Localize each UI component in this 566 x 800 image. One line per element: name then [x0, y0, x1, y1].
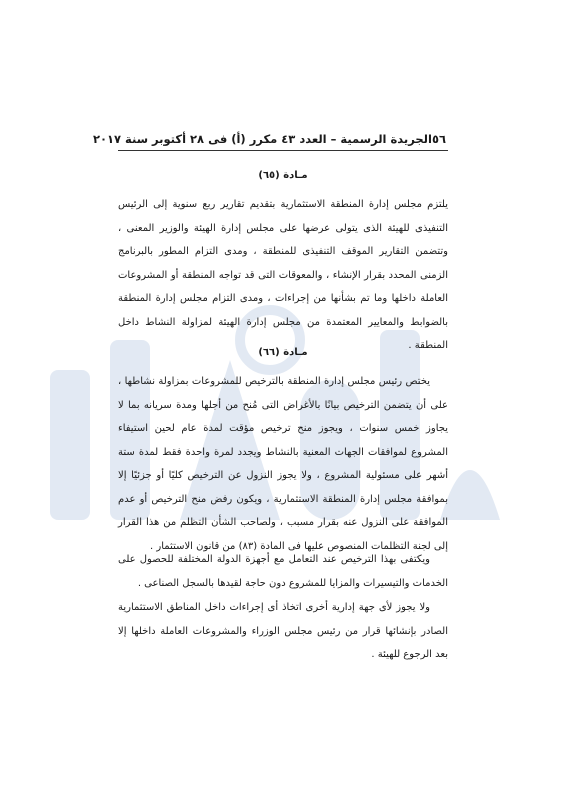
gazette-title: الجريدة الرسمية – العدد ٤٣ مكرر (أ) فى ٢٨ أكتوبر سنة ٢٠١٧ [92, 132, 432, 146]
article-65-text: يلتزم مجلس إدارة المنطقة الاستثمارية بتقديم تقارير ربع سنوية إلى الرئيس التنفيذى للهيئة الذى يتولى عرضها على مجلس إدارة الهيئة والوزير المعنى ، وتتضمن التقارير الموقف التنفيذى للمنطقة ، ومدى التزام المطور بالبرنامج الزمنى المحدد بقرار الإنشاء ، والمعوقات التى قد تواجه المنطقة أو المشروعات العاملة داخلها وما تم بشأنها من إجراءات ، ومدى التزام مجلس إدارة المنطقة بالضوابط والمعايير المعتمدة من مجلس إدارة الهيئة لمزاولة النشاط داخل المنطقة . [118, 199, 448, 351]
article-66-paragraph-1: يختص رئيس مجلس إدارة المنطقة بالترخيص للمشروعات بمزاولة نشاطها ، على أن يتضمن الترخيص بيانًا بالأغراض التى مُنح من أجلها ومدة سريانه بما لا يجاوز خمس سنوات ، ويجوز منح ترخيص مؤقت لمدة عام لحين استيفاء المشروع لموافقات الجهات المعنية بالنشاط ويجدد لمرة واحدة فقط لمدة ستة أشهر على مسئولية المشروع ، ولا يجوز النزول عن الترخيص كليًا أو جزئيًا إلا بموافقة مجلس إدارة المنطقة الاستثمارية ، ويكون رفض منح الترخيص أو عدم الموافقة على النزول عنه بقرار مسبب ، ولصاحب الشأن التظلم من هذا القرار إلى لجنة التظلمات المنصوص عليها فى المادة (٨٣) من قانون الاستثمار . [118, 376, 448, 552]
article-66-paragraph-3: ولا يجوز لأى جهة إدارية أخرى اتخاذ أى إجراءات داخل المناطق الاستثمارية الصادر بإنشائها قرار من رئيس مجلس الوزراء والمشروعات العاملة داخلها إلا بعد الرجوع للهيئة . [118, 602, 448, 660]
header-rule [118, 150, 448, 151]
page-number: ٥٦ [431, 132, 446, 146]
page-header [92, 132, 446, 146]
article-65-heading: مـادة (٦٥) [258, 170, 308, 181]
article-66-paragraph-2: ويكتفى بهذا الترخيص عند التعامل مع أجهزة الدولة المختلفة للحصول على الخدمات والتيسيرات والمزايا للمشروع دون حاجة لقيدها بالسجل الصناعى . [118, 554, 448, 589]
article-66-heading: مـادة (٦٦) [258, 347, 308, 358]
